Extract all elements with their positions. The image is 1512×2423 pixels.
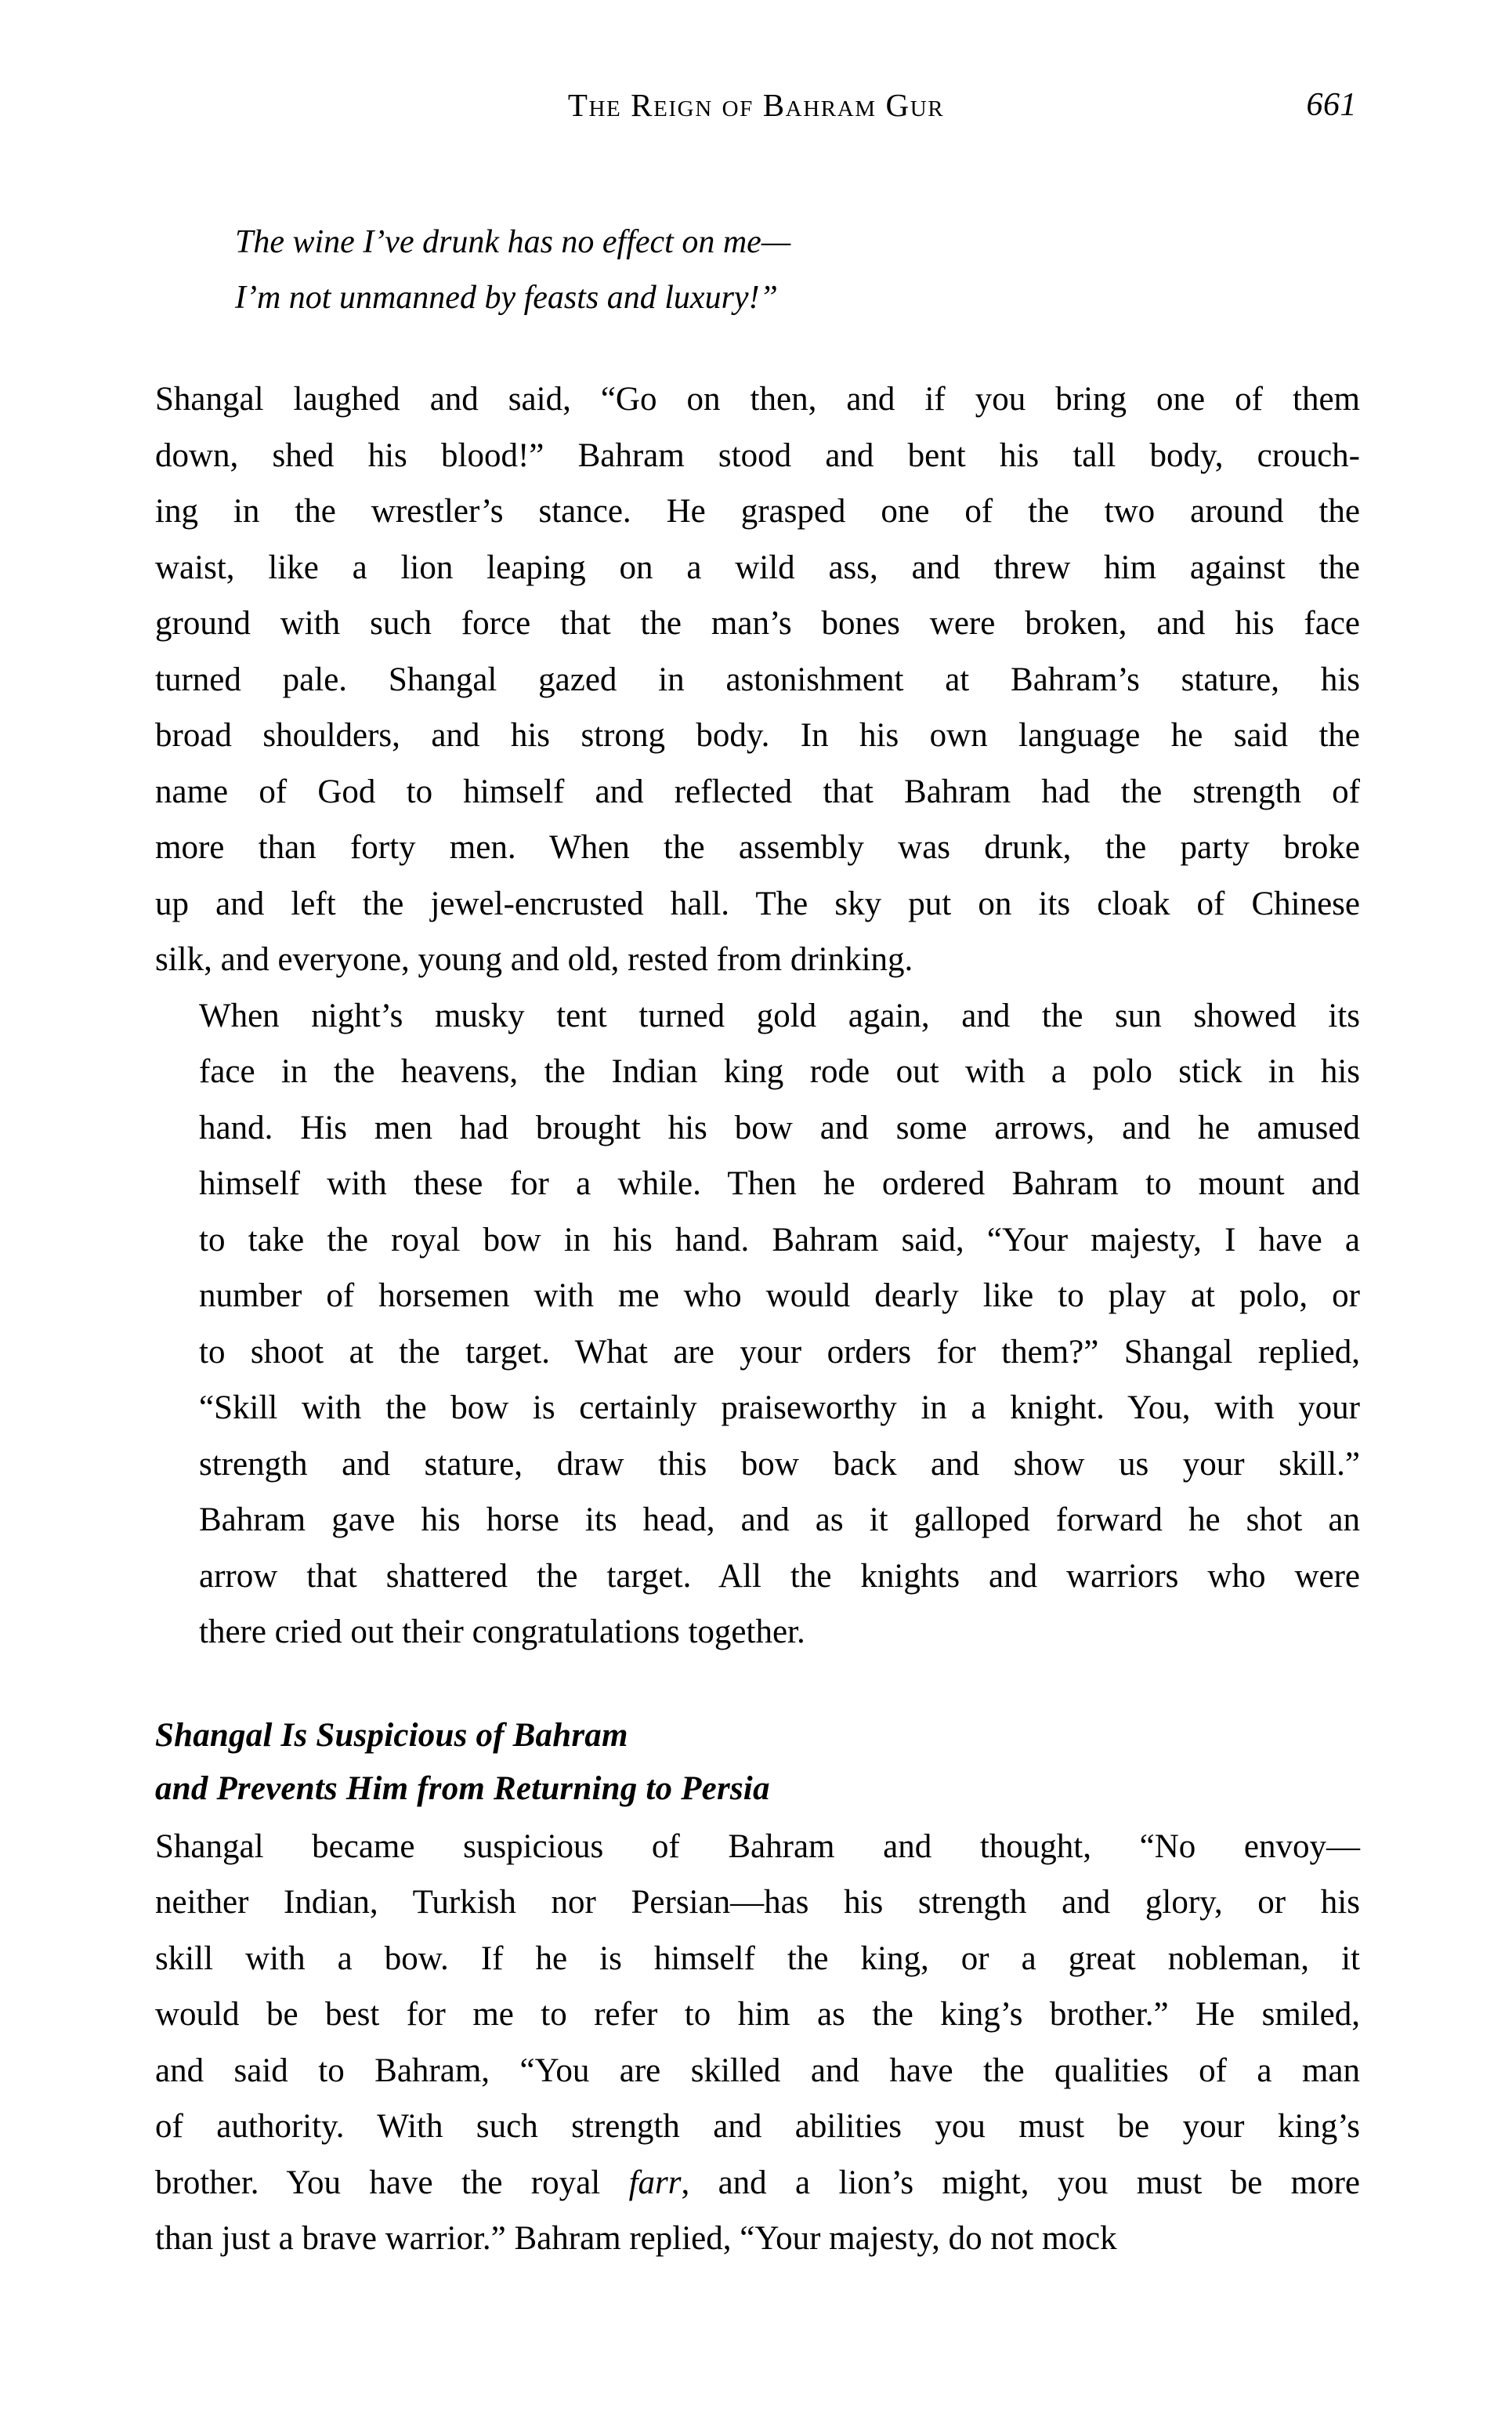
text-line: face in the heavens, the Indian king rode out with a polo stick in his [199,1053,1360,1090]
text-line: ing in the wrestler’s stance. He grasped one of the two around the [155,493,1360,530]
paragraph-when-nights-musky-tent [155,988,1360,1661]
text-line: would be best for me to refer to him as the king’s brother.” He smiled, [155,1996,1360,2033]
section-heading-line: and Prevents Him from Returning to Persia [155,1769,770,1807]
text-line: arrow that shattered the target. All the knights and warriors who were [199,1557,1360,1595]
text-line: there cried out their congratulations together. [199,1614,805,1650]
text-line: waist, like a lion leaping on a wild ass, and threw him against the [155,549,1360,586]
paragraph-shangal-laughed [155,371,1360,988]
text-column [155,215,1360,2267]
text-line: up and left the jewel-encrusted hall. The sky put on its cloak of Chinese [155,885,1360,922]
text-line: skill with a bow. If he is himself the king, or a great nobleman, it [155,1939,1360,1977]
text-line: broad shoulders, and his strong body. In his own language he said the [155,717,1360,754]
text-line: strength and stature, draw this bow back and show us your skill.” [199,1445,1360,1483]
text-line: more than forty men. When the assembly was drunk, the party broke [155,829,1360,866]
verse-quotation [155,215,1360,326]
italic-term: farr [628,2164,682,2201]
running-head-title: The Reign of Bahram Gur [567,87,945,123]
text-line: to take the royal bow in his hand. Bahram said, “Your majesty, I have a [199,1221,1360,1259]
text-line: “Skill with the bow is certainly praiseworthy in a knight. You, with your [199,1389,1360,1426]
text-line: Bahram gave his horse its head, and as it galloped forward he shot an [199,1501,1360,1538]
text-line: silk, and everyone, young and old, rested from drinking. [155,941,913,978]
running-head [155,85,1357,132]
text-line: ground with such force that the man’s bones were broken, and his face [155,605,1360,642]
text-line: himself with these for a while. Then he ordered Bahram to mount and [199,1165,1360,1202]
page-number: 661 [1306,87,1357,123]
text-line: Shangal became suspicious of Bahram and thought, “No envoy— [155,1827,1360,1865]
text-line: When night’s musky tent turned gold again, and the sun showed its [199,997,1360,1034]
section-heading-line: Shangal Is Suspicious of Bahram [155,1716,628,1754]
text-line: name of God to himself and reflected that Bahram had the strength of [155,773,1360,810]
text-line: number of horsemen with me who would dearly like to play at polo, or [199,1277,1360,1314]
text-line: of authority. With such strength and abilities you must be your king’s [155,2108,1360,2145]
text-line: than just a brave warrior.” Bahram replied, “Your majesty, do not mock [155,2220,1117,2257]
text-line: down, shed his blood!” Bahram stood and bent his tall body, crouch- [155,436,1360,474]
text-line: turned pale. Shangal gazed in astonishment at Bahram’s stature, his [155,661,1360,698]
verse-line: The wine I’ve drunk has no effect on me— [235,224,791,260]
text-line: brother. You have the royal farr, and a lion’s might, you must be more [155,2164,1360,2201]
verse-line: I’m not unmanned by feasts and luxury!” [235,280,778,316]
text-line: to shoot at the target. What are your orders for them?” Shangal replied, [199,1333,1360,1371]
text-line: and said to Bahram, “You are skilled and have the qualities of a man [155,2052,1360,2089]
paragraph-shangal-became-suspicious [155,1819,1360,2267]
text-line: neither Indian, Turkish nor Persian—has his strength and glory, or his [155,1884,1360,1921]
text-line: Shangal laughed and said, “Go on then, and if you bring one of them [155,381,1360,418]
section-heading [155,1709,1360,1816]
text-line: hand. His men had brought his bow and some arrows, and he amused [199,1109,1360,1146]
